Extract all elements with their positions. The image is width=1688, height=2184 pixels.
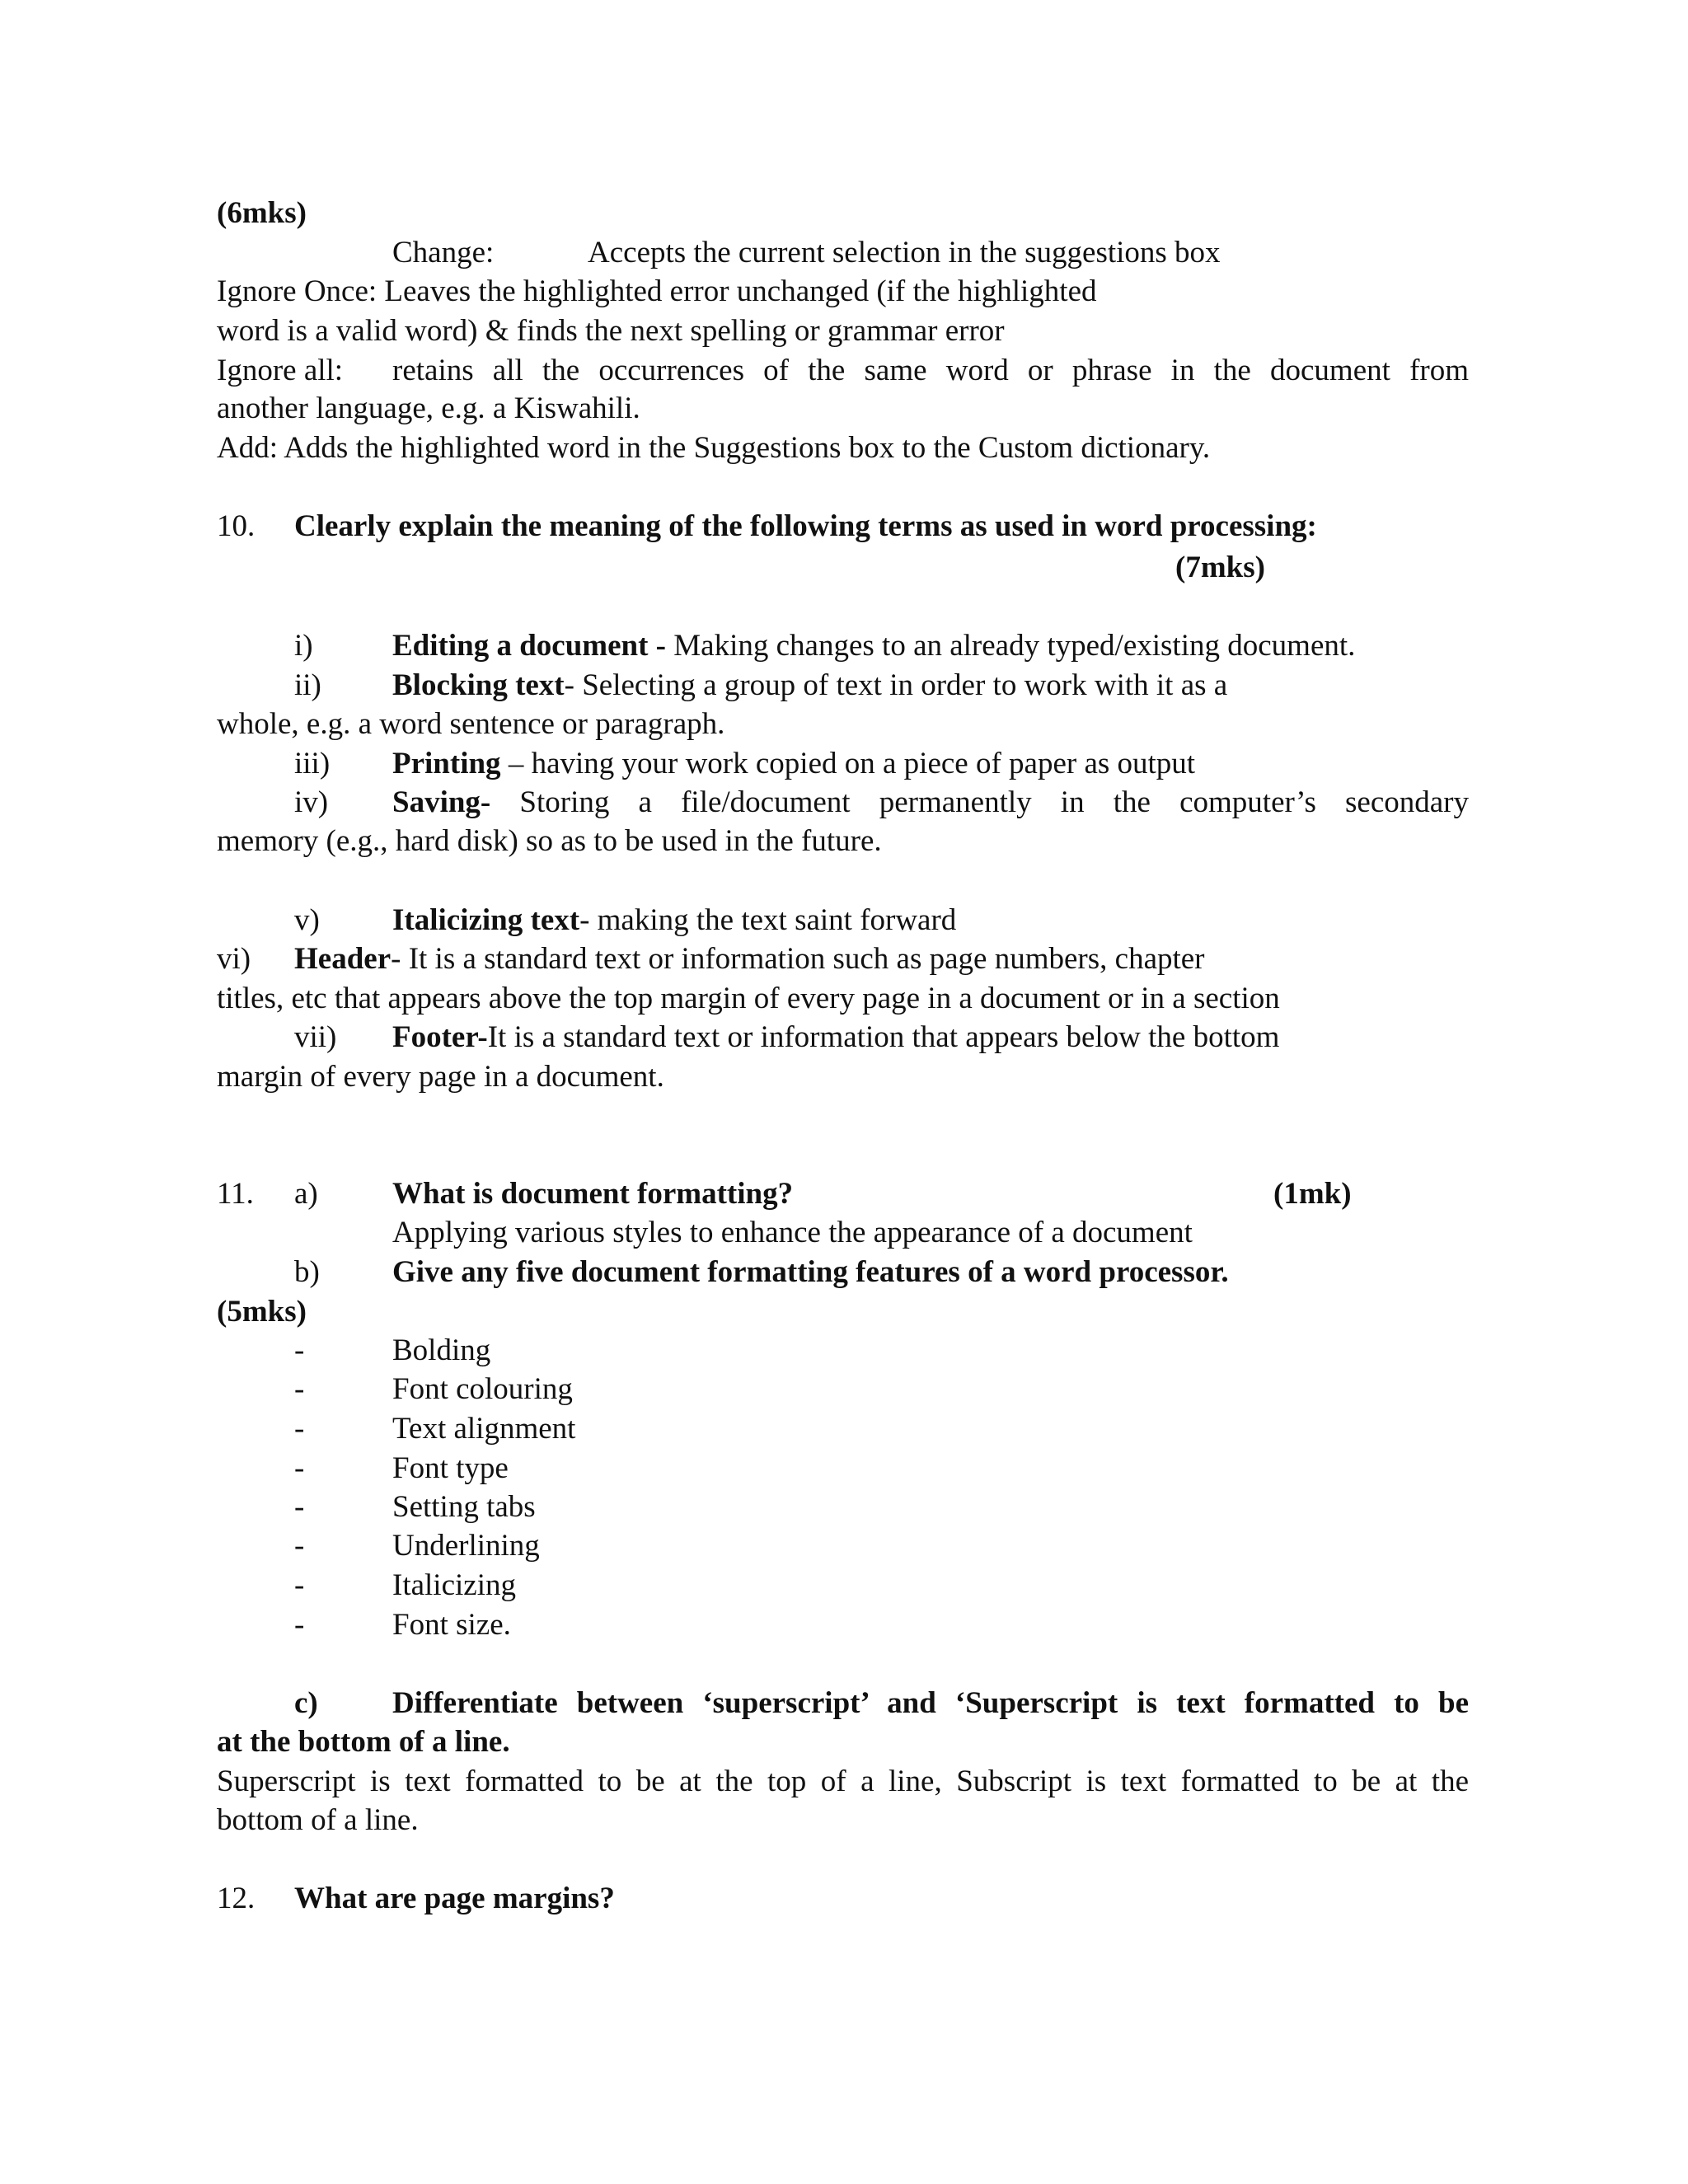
q11c-question-line1: Differentiate between ‘superscript’ and ‘Superscript is text formatted to be	[392, 1686, 1469, 1720]
q10-item-text: Saving- Storing a file/document permanently in the computer’s secondary	[392, 785, 1469, 819]
q10-item-text: Blocking text- Selecting a group of text in order to work with it as a	[392, 668, 1228, 702]
q10-number: 10.	[217, 509, 256, 543]
q11-number: 11.	[217, 1177, 254, 1211]
change-definition: Accepts the current selection in the suggestions box	[588, 236, 1221, 269]
q10-item-continuation: memory (e.g., hard disk) so as to be used in the future.	[217, 824, 882, 858]
ignore-all-definition-line1: retains all the occurrences of the same word or phrase in the document from	[392, 354, 1469, 387]
ignore-once-line2: word is a valid word) & finds the next spelling or grammar error	[217, 314, 1005, 348]
q12-question: What are page margins?	[294, 1882, 615, 1915]
change-term: Change:	[392, 236, 495, 269]
feature-item: Font size.	[392, 1608, 511, 1642]
q10-marks: (7mks)	[1175, 551, 1265, 584]
bullet-dash: -	[294, 1372, 305, 1406]
q11a-question: What is document formatting?	[392, 1177, 794, 1211]
bullet-dash: -	[294, 1451, 305, 1485]
q11a-answer: Applying various styles to enhance the appearance of a document	[392, 1216, 1193, 1249]
bullet-dash: -	[294, 1333, 305, 1367]
q10-item-text: Italicizing text- making the text saint forward	[392, 903, 957, 937]
q11b-marks: (5mks)	[217, 1295, 307, 1329]
q11b-question: Give any five document formatting features of a word processor.	[392, 1255, 1229, 1289]
q10-item-text: Printing – having your work copied on a piece of paper as output	[392, 747, 1196, 780]
marks-6: (6mks)	[217, 196, 307, 230]
feature-item: Text alignment	[392, 1412, 576, 1446]
q10-item-num: v)	[294, 903, 320, 937]
q10-item-num: vii)	[294, 1020, 337, 1054]
bullet-dash: -	[294, 1529, 305, 1563]
q11c-label: c)	[294, 1686, 318, 1720]
q10-item-continuation: whole, e.g. a word sentence or paragraph.	[217, 707, 725, 741]
feature-item: Bolding	[392, 1333, 491, 1367]
feature-item: Underlining	[392, 1529, 540, 1563]
bullet-dash: -	[294, 1568, 305, 1602]
q11b-label: b)	[294, 1255, 320, 1289]
ignore-all-term: Ignore all:	[217, 354, 344, 387]
feature-item: Italicizing	[392, 1568, 516, 1602]
q10-item-continuation: titles, etc that appears above the top margin of every page in a document or in a section	[217, 982, 1280, 1015]
q11a-label: a)	[294, 1177, 318, 1211]
bullet-dash: -	[294, 1490, 305, 1524]
q10-item-num: vi)	[217, 942, 251, 976]
add-line: Add: Adds the highlighted word in the Suggestions box to the Custom dictionary.	[217, 431, 1211, 465]
feature-item: Setting tabs	[392, 1490, 536, 1524]
q10-item-text: Footer-It is a standard text or information that appears below the bottom	[392, 1020, 1280, 1054]
q11a-marks: (1mk)	[1273, 1177, 1352, 1211]
q11c-answer-line2: bottom of a line.	[217, 1803, 419, 1837]
ignore-all-definition-line2: another language, e.g. a Kiswahili.	[217, 391, 640, 425]
q10-question: Clearly explain the meaning of the following terms as used in word processing:	[294, 509, 1317, 543]
q10-item-num: i)	[294, 629, 313, 663]
q10-item-text: Header- It is a standard text or information such as page numbers, chapter	[294, 942, 1205, 976]
q10-item-num: ii)	[294, 668, 321, 702]
q10-item-text: Editing a document - Making changes to an already typed/existing document.	[392, 629, 1356, 663]
q10-item-continuation: margin of every page in a document.	[217, 1060, 664, 1094]
q12-number: 12.	[217, 1882, 256, 1915]
ignore-once-line1: Ignore Once: Leaves the highlighted error unchanged (if the highlighted	[217, 274, 1097, 308]
feature-item: Font type	[392, 1451, 509, 1485]
q11c-question-line2: at the bottom of a line.	[217, 1725, 510, 1759]
feature-item: Font colouring	[392, 1372, 573, 1406]
bullet-dash: -	[294, 1608, 305, 1642]
bullet-dash: -	[294, 1412, 305, 1446]
q10-item-num: iv)	[294, 785, 329, 819]
q11c-answer-line1: Superscript is text formatted to be at the top of a line, Subscript is text formatted to be at the	[217, 1765, 1469, 1798]
q10-item-num: iii)	[294, 747, 331, 780]
